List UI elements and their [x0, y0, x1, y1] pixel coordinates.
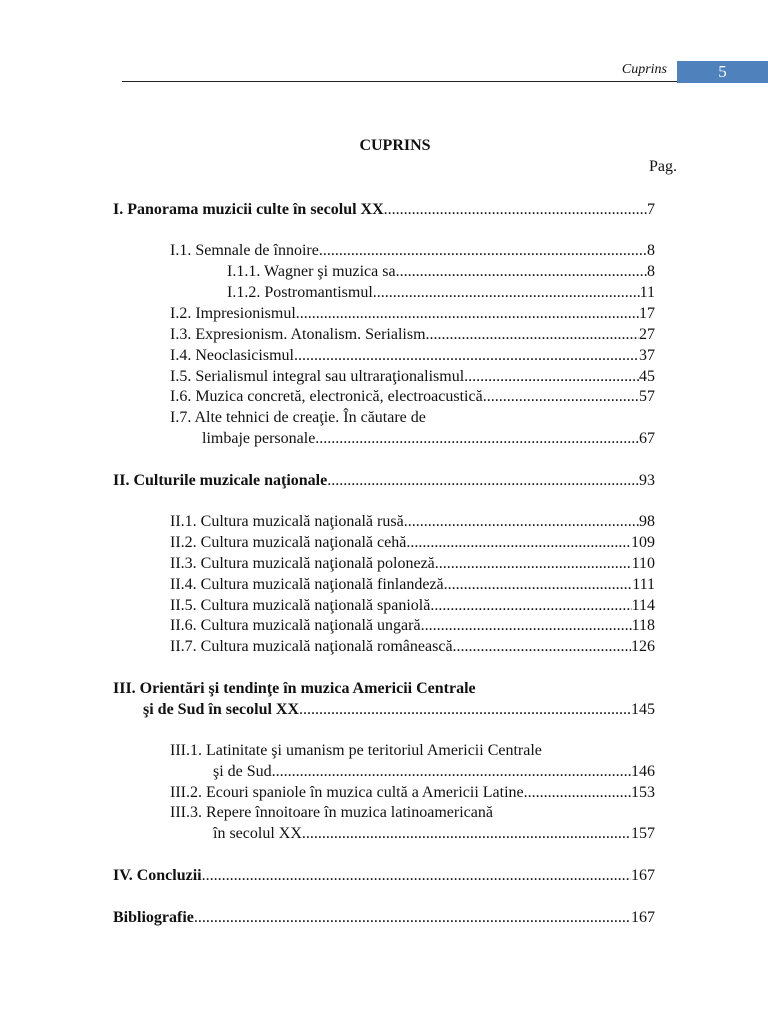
- leader-dots: [294, 346, 639, 366]
- leader-dots: [302, 824, 631, 844]
- toc-entry-label: II. Culturile muzicale naţionale: [113, 472, 328, 489]
- toc-entry-label: şi de Sud: [213, 763, 272, 780]
- toc-entry-label: II.2. Cultura muzicală naţională cehă: [170, 534, 407, 551]
- toc-entry-iii3[interactable]: [213, 824, 655, 844]
- header-label: Cuprins: [621, 62, 667, 77]
- toc-entry-i7[interactable]: [202, 429, 655, 449]
- toc-entry-label: şi de Sud în secolul XX: [143, 701, 300, 718]
- toc-entry-page: 111: [632, 576, 655, 593]
- toc-entry-bibliografie[interactable]: [113, 908, 655, 928]
- toc-entry-i6[interactable]: [170, 387, 655, 407]
- leader-dots: [404, 512, 639, 532]
- toc-entry-i11[interactable]: [227, 262, 655, 282]
- toc-entry-label: I.1.2. Postromantismul: [227, 284, 373, 301]
- toc-entry-label: II.7. Cultura muzicală naţională românească: [170, 638, 453, 655]
- toc-entry-label: I.3. Expresionism. Atonalism. Serialism: [170, 326, 426, 343]
- toc-entry-i[interactable]: [113, 200, 655, 220]
- toc-entry-label: I.2. Impresionismul: [170, 305, 296, 322]
- toc-entry-page: 109: [631, 534, 655, 551]
- toc-entry-page: 45: [639, 368, 655, 385]
- toc-entry-label: limbaje personale: [202, 430, 316, 447]
- toc-entry-label: II.6. Cultura muzicală naţională ungară: [170, 617, 421, 634]
- toc-entry-page: 145: [631, 701, 655, 718]
- toc-entry-page: 98: [639, 513, 655, 530]
- toc-entry-ii2[interactable]: [170, 533, 655, 553]
- toc-entry-i1[interactable]: [170, 241, 655, 261]
- toc-entry-iii1[interactable]: [213, 762, 655, 782]
- leader-dots: [315, 429, 639, 449]
- toc-entry-page: 93: [639, 472, 655, 489]
- leader-dots: [421, 616, 632, 636]
- toc-entry-label: III.2. Ecouri spaniole în muzica cultă a Americii Latine: [170, 784, 524, 801]
- toc-entry-page: 114: [631, 597, 655, 614]
- toc-entry-page: 126: [631, 638, 655, 655]
- toc-entry-page: 37: [639, 347, 655, 364]
- toc-entry-i7-line1[interactable]: I.7. Alte tehnici de creaţie. În căutare de: [170, 409, 426, 426]
- toc-entry-label: I.5. Serialismul integral sau ultraraţionalismul: [170, 368, 465, 385]
- toc-entry-page: 67: [639, 430, 655, 447]
- leader-dots: [453, 637, 631, 657]
- toc-entry-page: 167: [631, 867, 655, 884]
- toc-entry-ii4[interactable]: [170, 575, 655, 595]
- page-number-badge: 5: [677, 61, 768, 83]
- toc-entry-iv[interactable]: [113, 866, 655, 886]
- toc-entry-label: II.1. Cultura muzicală naţională rusă: [170, 513, 404, 530]
- toc-entry-page: 11: [639, 284, 655, 301]
- leader-dots: [444, 575, 633, 595]
- toc-entry-i3[interactable]: [170, 325, 655, 345]
- leader-dots: [194, 908, 631, 928]
- toc-entry-ii[interactable]: [113, 471, 655, 491]
- toc-entry-page: 153: [631, 784, 655, 801]
- toc-entry-page: 7: [647, 201, 655, 218]
- toc-entry-ii6[interactable]: [170, 616, 655, 636]
- toc-entry-ii1[interactable]: [170, 512, 655, 532]
- leader-dots: [464, 367, 639, 387]
- toc-entry-page: 27: [639, 326, 655, 343]
- toc-entry-label: II.4. Cultura muzicală naţională finlandeză: [170, 576, 444, 593]
- toc-entry-page: 110: [631, 555, 655, 572]
- leader-dots: [430, 596, 631, 616]
- leader-dots: [483, 387, 639, 407]
- leader-dots: [202, 866, 631, 886]
- toc-entry-page: 118: [631, 617, 655, 634]
- leader-dots: [406, 533, 631, 553]
- toc-entry-page: 17: [639, 305, 655, 322]
- leader-dots: [524, 783, 631, 803]
- toc-entry-label: IV. Concluzii: [113, 867, 202, 884]
- toc-entry-page: 146: [631, 763, 655, 780]
- toc-entry-i2[interactable]: [170, 304, 655, 324]
- toc-entry-ii5[interactable]: [170, 596, 655, 616]
- toc-entry-label: II.5. Cultura muzicală naţională spaniolă: [170, 597, 431, 614]
- toc-entry-ii7[interactable]: [170, 637, 655, 657]
- toc-entry-label: I.4. Neoclasicismul: [170, 347, 294, 364]
- toc-entry-i5[interactable]: [170, 367, 655, 387]
- leader-dots: [435, 554, 632, 574]
- leader-dots: [296, 304, 639, 324]
- page-title: CUPRINS: [359, 137, 431, 154]
- toc-entry-iii1-line1[interactable]: III.1. Latinitate şi umanism pe teritoriul Americii Centrale: [170, 742, 542, 759]
- toc-entry-i4[interactable]: [170, 346, 655, 366]
- leader-dots: [373, 283, 640, 303]
- toc-entry-page: 8: [647, 263, 655, 280]
- toc-entry-label: II.3. Cultura muzicală naţională poloneză: [170, 555, 435, 572]
- pag-label: Pag.: [649, 158, 677, 175]
- toc-entry-label: Bibliografie: [113, 909, 194, 926]
- toc-entry-label: I.6. Muzica concretă, electronică, electroacustică: [170, 388, 483, 405]
- toc-entry-iii-line1[interactable]: III. Orientări şi tendinţe în muzica Americii Centrale: [113, 680, 476, 697]
- toc-entry-label: în secolul XX: [213, 825, 302, 842]
- toc-entry-page: 157: [631, 825, 655, 842]
- toc-entry-label: I. Panorama muzicii culte în secolul XX: [113, 201, 384, 218]
- toc-entry-iii3-line1[interactable]: III.3. Repere înnoitoare în muzica latinoamericană: [170, 804, 493, 821]
- toc-entry-page: 167: [631, 909, 655, 926]
- toc-entry-page: 8: [647, 242, 655, 259]
- leader-dots: [396, 262, 647, 282]
- leader-dots: [272, 762, 631, 782]
- toc-entry-page: 57: [639, 388, 655, 405]
- toc-entry-ii3[interactable]: [170, 554, 655, 574]
- leader-dots: [319, 241, 647, 261]
- toc-entry-iii2[interactable]: [170, 783, 655, 803]
- toc-entry-iii[interactable]: [143, 700, 655, 720]
- toc-entry-label: I.1.1. Wagner şi muzica sa: [227, 263, 396, 280]
- leader-dots: [384, 200, 647, 220]
- leader-dots: [426, 325, 639, 345]
- toc-entry-label: I.1. Semnale de înnoire: [170, 242, 319, 259]
- leader-dots: [299, 700, 631, 720]
- toc-entry-i12[interactable]: [227, 283, 655, 303]
- leader-dots: [327, 471, 639, 491]
